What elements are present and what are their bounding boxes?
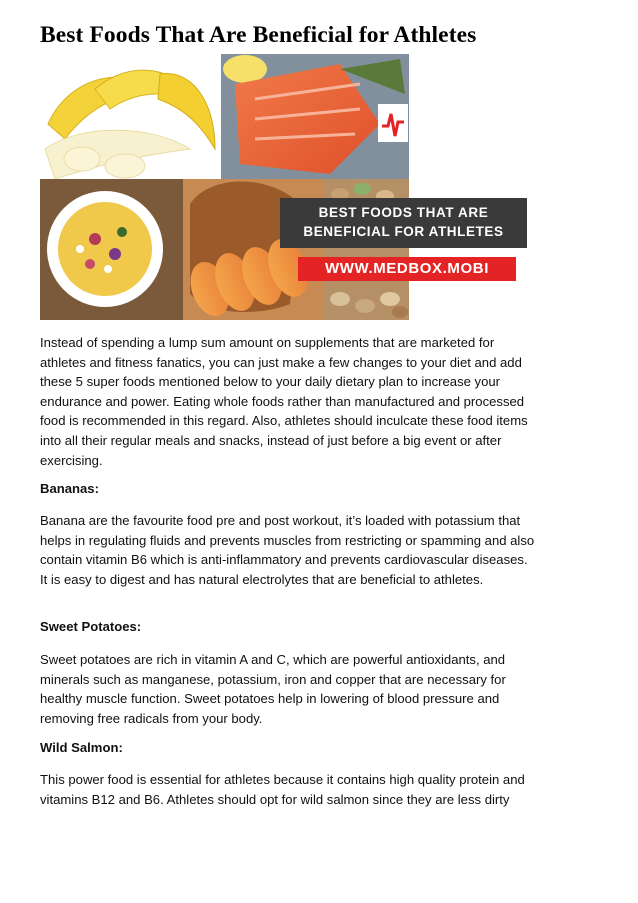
text-line: into all their regular meals and snacks, instead of just before a big event or after: [40, 432, 502, 448]
text-line: This power food is essential for athletes because it contains high quality protein and: [40, 772, 525, 787]
text-line: Instead of spending a lump sum amount on supplements that are marketed for: [40, 335, 495, 350]
text-line: Sweet potatoes are rich in vitamin A and C, which are powerful antioxidants, and: [40, 652, 506, 667]
page-title: Best Foods That Are Beneficial for Athletes: [40, 22, 477, 48]
section-body-sweet-potatoes: [40, 650, 580, 728]
text-line: these 5 super foods mentioned below to your daily dietary plan to increase your: [40, 374, 501, 390]
text-line: food is recommended in this regard. Also, athletes should inculcate these food items: [40, 413, 528, 429]
hero-url-badge: WWW.MEDBOX.MOBI: [298, 257, 516, 281]
section-body-bananas: [40, 511, 580, 589]
text-line: exercising.: [40, 452, 103, 468]
text-line: removing free radicals from your body.: [40, 710, 263, 726]
text-line: contain vitamin B6 which is anti-inflammatory and prevents cardiovascular diseases.: [40, 552, 528, 568]
text-line: vitamins B12 and B6. Athletes should opt for wild salmon since they are less dirty: [40, 791, 510, 807]
text-line: Banana are the favourite food pre and post workout, it’s loaded with potassium that: [40, 513, 521, 528]
section-heading-sweet-potatoes: Sweet Potatoes:: [40, 619, 142, 634]
text-line: It is easy to digest and has natural electrolytes that are beneficial to athletes.: [40, 571, 484, 587]
section-body-wild-salmon: [40, 770, 580, 809]
text-line: helps in regulating fluids and prevents muscles from restricting or spamming and also: [40, 532, 535, 548]
intro-paragraph: [40, 333, 580, 470]
section-heading-bananas: Bananas:: [40, 481, 99, 496]
section-heading-wild-salmon: Wild Salmon:: [40, 740, 123, 755]
text-line: athletes and fitness fanatics, you can just make a few changes to your diet and add: [40, 354, 522, 370]
text-line: endurance and power. Eating whole foods rather than manufactured and processed: [40, 393, 525, 409]
banner-line-2: BENEFICIAL FOR ATHLETES: [303, 224, 504, 239]
text-line: healthy muscle function. Sweet potatoes help in lowering of blood pressure and: [40, 691, 500, 707]
hero-banner: [280, 198, 527, 248]
banner-line-1: BEST FOODS THAT ARE: [318, 205, 489, 220]
text-line: minerals such as manganese, potassium, iron and copper that are necessary for: [40, 671, 506, 687]
